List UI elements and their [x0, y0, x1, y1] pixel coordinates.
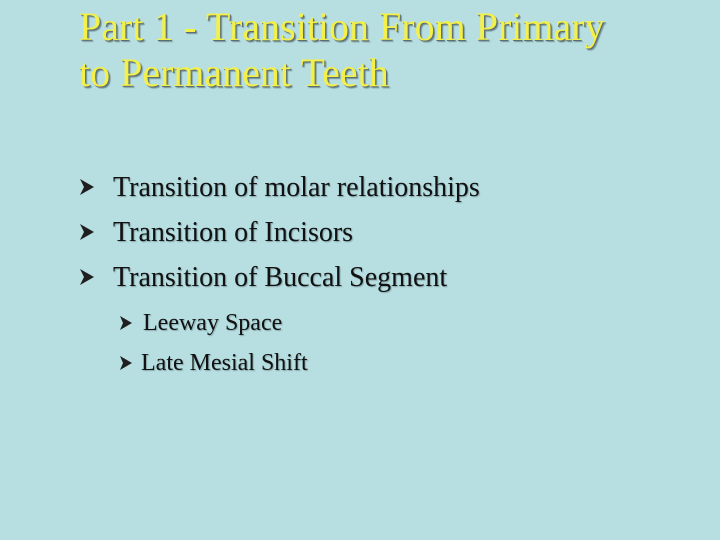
arrow-bullet-icon	[79, 178, 95, 196]
arrow-bullet-icon	[79, 268, 95, 286]
bullet-text: Transition of Incisors	[113, 217, 354, 248]
sub-bullet-text: Leeway Space	[143, 310, 283, 336]
bullet-item-incisors	[79, 214, 679, 259]
slide-title-line-2: to Permanent Teeth	[79, 50, 389, 95]
bullet-item-molar-relationships	[79, 169, 679, 214]
sub-bullet-text: Late Mesial Shift	[141, 350, 308, 376]
slide-title-line-1: Part 1 - Transition From Primary	[79, 4, 605, 49]
sub-bullet-list	[119, 306, 619, 386]
slide-title	[79, 4, 689, 96]
bullet-text: Transition of molar relationships	[113, 172, 480, 203]
bullet-text: Transition of Buccal Segment	[113, 262, 448, 293]
sub-bullet-item-late-mesial-shift	[119, 346, 619, 386]
arrow-bullet-icon	[119, 315, 133, 331]
sub-bullet-item-leeway-space	[119, 306, 619, 346]
bullet-item-buccal-segment	[79, 259, 679, 304]
bullet-list	[79, 169, 679, 304]
arrow-bullet-icon	[79, 223, 95, 241]
arrow-bullet-icon	[119, 355, 133, 371]
